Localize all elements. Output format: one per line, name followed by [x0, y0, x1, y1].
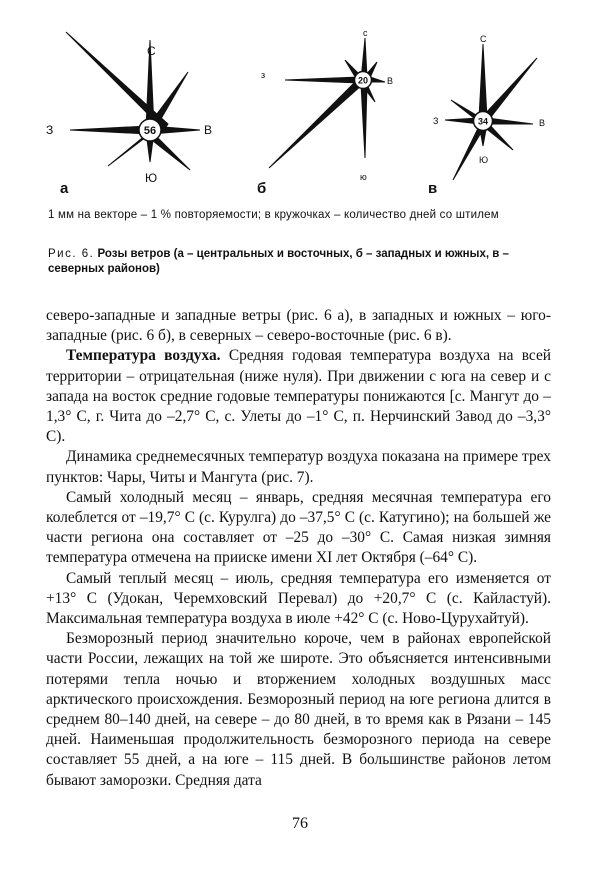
- rose-b-south-label: ю: [360, 172, 367, 182]
- rose-b-east-label: В: [387, 76, 394, 86]
- rose-b-north-label: с: [363, 28, 368, 38]
- section-heading-temperature: Температура воздуха.: [66, 347, 221, 365]
- caption-text: Розы ветров (а – центральных и восточных, б – западных и южных, в – северных районов): [48, 248, 509, 275]
- wind-rose-c: [425, 0, 585, 185]
- rose-b-rays: [269, 38, 385, 168]
- paragraph-3: Динамика среднемесячных температур воздуха показана на примере трех пунктов: Чары, Читы и Мангута (рис. 7).: [46, 448, 551, 486]
- rose-a-south-label: Ю: [145, 171, 158, 185]
- rose-c-west-label: З: [433, 116, 439, 126]
- paragraph-5: Самый теплый месяц – июль, средняя температура его изменяется от +13° С (Удокан, Черемховский Перевал) до +20,7° С (с. Кайластуй). Максимальная температура воздуха в июле +42° С (с. Ново-Цурухайтуй).: [46, 569, 551, 628]
- figure-legend-note: 1 мм на векторе – 1 % повторяемости; в кружочках – количество дней со штилем: [48, 209, 499, 221]
- paragraph-2-text: Средняя годовая температура воздуха на всей территории – отрицательная (ниже нуля). При движении с юга на север и с запада на восток средние годовые температуры понижаются [с. Мангут до –1,3° С, г. Чита до –2,7° С, с. Улеты до –1° С, п. Нерчинский Завод до –3,3° С).: [46, 347, 552, 446]
- body-text: [46, 306, 551, 791]
- rose-a-calm-days: 56: [143, 125, 157, 137]
- panel-letter-a: а: [60, 180, 69, 197]
- panel-letter-c: в: [428, 180, 438, 197]
- figure-caption: [48, 247, 568, 277]
- rose-c-east-label: В: [539, 118, 546, 128]
- panel-letter-b: б: [257, 180, 267, 197]
- rose-a-west-label: З: [46, 123, 54, 137]
- rose-b-calm-days: 20: [357, 75, 369, 86]
- page-number: 76: [292, 815, 308, 832]
- rose-a-east-label: В: [204, 123, 213, 137]
- paragraph-4: Самый холодный месяц – январь, средняя месячная температура его колеблется от –19,7° С (с. Курулга) до –37,5° С (с. Катугино); на большей же части региона она составляет от –25 до –30° С. Самая низкая зимняя температура отмечена на прииске имени XI лет Октября (–64° С).: [46, 488, 551, 567]
- rose-a-north-label: С: [147, 44, 156, 58]
- caption-label: Рис. 6.: [48, 248, 95, 260]
- rose-a-rays: [66, 32, 200, 170]
- rose-c-rays: [445, 44, 537, 180]
- wind-rose-b: [255, 0, 405, 185]
- rose-c-south-label: Ю: [479, 155, 489, 165]
- paragraph-1: северо-западные и западные ветры (рис. 6 а), в западных и южных – юго-западные (рис. 6 б), в северных – северо-восточные (рис. 6 в).: [46, 307, 551, 345]
- rose-c-calm-days: 34: [477, 116, 489, 127]
- paragraph-2: [46, 346, 551, 447]
- wind-rose-a: [40, 0, 230, 185]
- paragraph-6: Безморозный период значительно короче, чем в районах европейской части России, лежащих на той же широте. Это объясняется интенсивными потерями тепла ночью и вторжением холодных воздушных масс арктического происхождения. Безморозный период на юге региона длится в среднем 80–140 дней, на севере – до 80 дней, в то время как в Рязани – 145 дней. Наименьшая продолжительность безморозного периода на севере составляет 55 дней, а на юге – 115 дней. В большинстве районов летом бывают заморозки. Средняя дата: [46, 630, 551, 789]
- rose-b-west-label: з: [261, 70, 266, 80]
- wind-rose-figure: [0, 0, 600, 205]
- rose-c-north-label: С: [480, 34, 487, 44]
